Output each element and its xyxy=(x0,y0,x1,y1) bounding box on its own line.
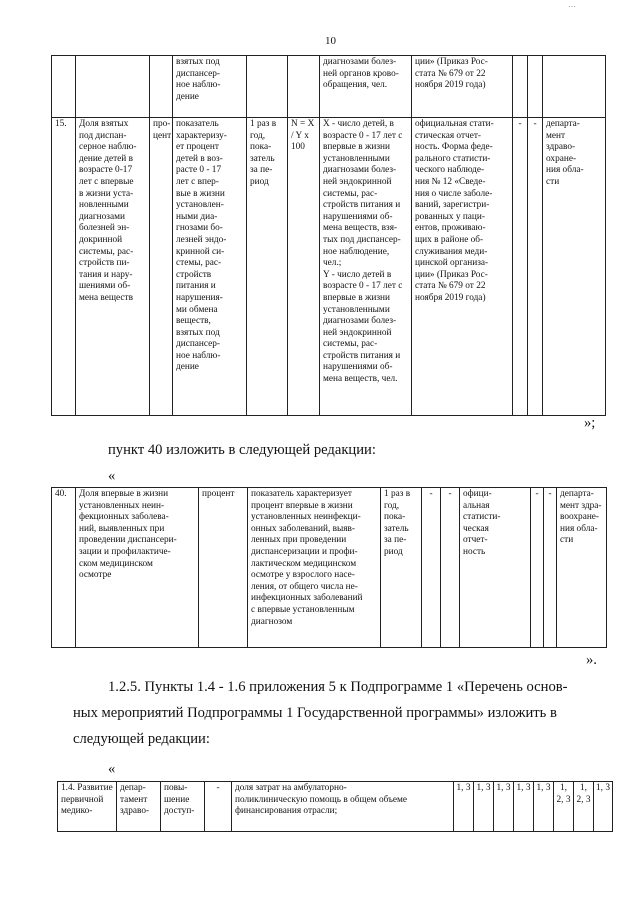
table-row-1-4 xyxy=(58,782,613,832)
value-cell: 1, 3 xyxy=(594,782,613,832)
closing-quote: »; xyxy=(584,415,596,431)
formula-variables: X - число детей, в возрасте 0 - 17 лет с впервые в жизни установленными диагнозами болез- ней эндокринной системы, рас- стройств питания и нарушениями об- мена веществ, взя- тых под диспансер- ное наблюдение, чел.; Y - число детей в возрасте 0 - 17 лет с впервые в жизни установленными диагнозами болез- ней эндокринной системы, рас- стройств питания и нарушениями об- мена веществ, чел. xyxy=(320,118,412,416)
dash-cell: - xyxy=(441,488,460,648)
paragraph-1-2-5: 1.2.5. Пункты 1.4 - 1.6 приложения 5 к Подпрограмме 1 «Перечень основ- xyxy=(108,679,568,695)
dash-cell: - xyxy=(528,118,543,416)
unit: про- цент xyxy=(150,118,173,416)
value-cell: 1, 3 xyxy=(534,782,554,832)
data-source: офици- альная статисти- ческая отчет- ность xyxy=(460,488,531,648)
table-cell xyxy=(513,56,528,118)
opening-quote: « xyxy=(108,468,116,484)
value-cell: 1, 3 xyxy=(454,782,474,832)
indicator-description: показатель характеризует процент впервые в жизни установленных неинфекци- онных заболеваний, выяв- ленных при проведении диспансеризации и профи- лактическом медицинском осмотре у взрослого насе- ления, от общего числа не- инфекционных заболеваний с впервые установленным диагнозом xyxy=(248,488,381,648)
unit: процент xyxy=(199,488,248,648)
dash-cell: - xyxy=(513,118,528,416)
periodicity: 1 раз в год, пока- затель за пе- риод xyxy=(381,488,422,648)
table-cell xyxy=(52,56,76,118)
table-cell xyxy=(543,56,606,118)
value-cell: 1, 3 xyxy=(514,782,534,832)
indicator-description: показатель характеризу- ет процент детей в воз- расте 0 - 17 лет с впер- вые в жизни установлен- ными диа- гнозами бо- лезней эндо- кринной си- стемы, рас- стройств питания и нарушения- ми обмена веществ, взятых под диспансер- ное наблю- дение xyxy=(173,118,247,416)
dash-cell: - xyxy=(422,488,441,648)
expected-result: повы- шение доступ- xyxy=(161,782,205,832)
table-cell: взятых под диспансер- ное наблю- дение xyxy=(173,56,247,118)
paragraph-1-2-5-line3: следующей редакции: xyxy=(73,731,210,747)
indicator-name: Доля впервые в жизни установленных неин- фекционных заболева- ний, выявленных при проведении диспансери- зации и профилактиче- ском медицинском осмотре xyxy=(76,488,199,648)
table-cell xyxy=(528,56,543,118)
table-row-40 xyxy=(52,488,607,648)
table-cell xyxy=(76,56,150,118)
value-cell: 1, 2, 3 xyxy=(574,782,594,832)
table-cell: ции» (Приказ Рос- стата № 679 от 22 ноября 2019 года) xyxy=(412,56,513,118)
value-cell: 1, 3 xyxy=(494,782,514,832)
table-cell xyxy=(247,56,288,118)
indicator-40-table xyxy=(51,487,607,648)
corner-mark: … xyxy=(568,0,576,9)
table-row xyxy=(52,56,606,118)
table-cell xyxy=(288,56,320,118)
dash-cell: - xyxy=(205,782,232,832)
indicators-table-continued xyxy=(51,55,606,416)
responsible: департа- мент здра- воохране- ния обла- сти xyxy=(557,488,607,648)
data-source: официальная стати- стическая отчет- ность. Форма феде- рального статисти- ческого наблюде- ния № 12 «Сведе- ния о числе заболе- ваний, зарегистри- рованных у паци- ентов, проживаю- щих в районе об- служивания меди- цинской организа- ции» (Приказ Рос- стата № 679 от 22 ноября 2019 года) xyxy=(412,118,513,416)
table-cell: диагнозами болез- ней органов крово- обращения, чел. xyxy=(320,56,412,118)
indicator-name: Доля взятых под диспан- серное наблю- дение детей в возрасте 0-17 лет с впервые в жизни уста- новленными диагнозами болезней эн- докринной системы, рас- стройств пи- тания и нару- шениями об- мена веществ xyxy=(76,118,150,416)
page-number: 10 xyxy=(325,35,336,47)
dash-cell: - xyxy=(531,488,544,648)
value-cell: 1, 3 xyxy=(474,782,494,832)
closing-quote: ». xyxy=(586,652,597,668)
activity-name: 1.4. Развитие первичной медико- xyxy=(58,782,117,832)
formula: N = X / Y x 100 xyxy=(288,118,320,416)
row-number: 15. xyxy=(52,118,76,416)
opening-quote: « xyxy=(108,761,116,777)
executor: депар- тамент здраво- xyxy=(117,782,161,832)
table-cell xyxy=(150,56,173,118)
periodicity: 1 раз в год, пока- затель за пе- риод xyxy=(247,118,288,416)
paragraph-1-2-5-line2: ных мероприятий Подпрограммы 1 Государственной программы» изложить в xyxy=(73,705,557,721)
indicator-text: доля затрат на амбулаторно- поликлиническую помощь в общем объеме финансирования отрасли; xyxy=(232,782,454,832)
activities-table xyxy=(57,781,613,832)
value-cell: 1, 2, 3 xyxy=(554,782,574,832)
row-number: 40. xyxy=(52,488,76,648)
paragraph-point-40: пункт 40 изложить в следующей редакции: xyxy=(108,442,376,458)
table-row-15 xyxy=(52,118,606,416)
dash-cell: - xyxy=(544,488,557,648)
responsible: департа- мент здраво- охране- ния обла- сти xyxy=(543,118,606,416)
